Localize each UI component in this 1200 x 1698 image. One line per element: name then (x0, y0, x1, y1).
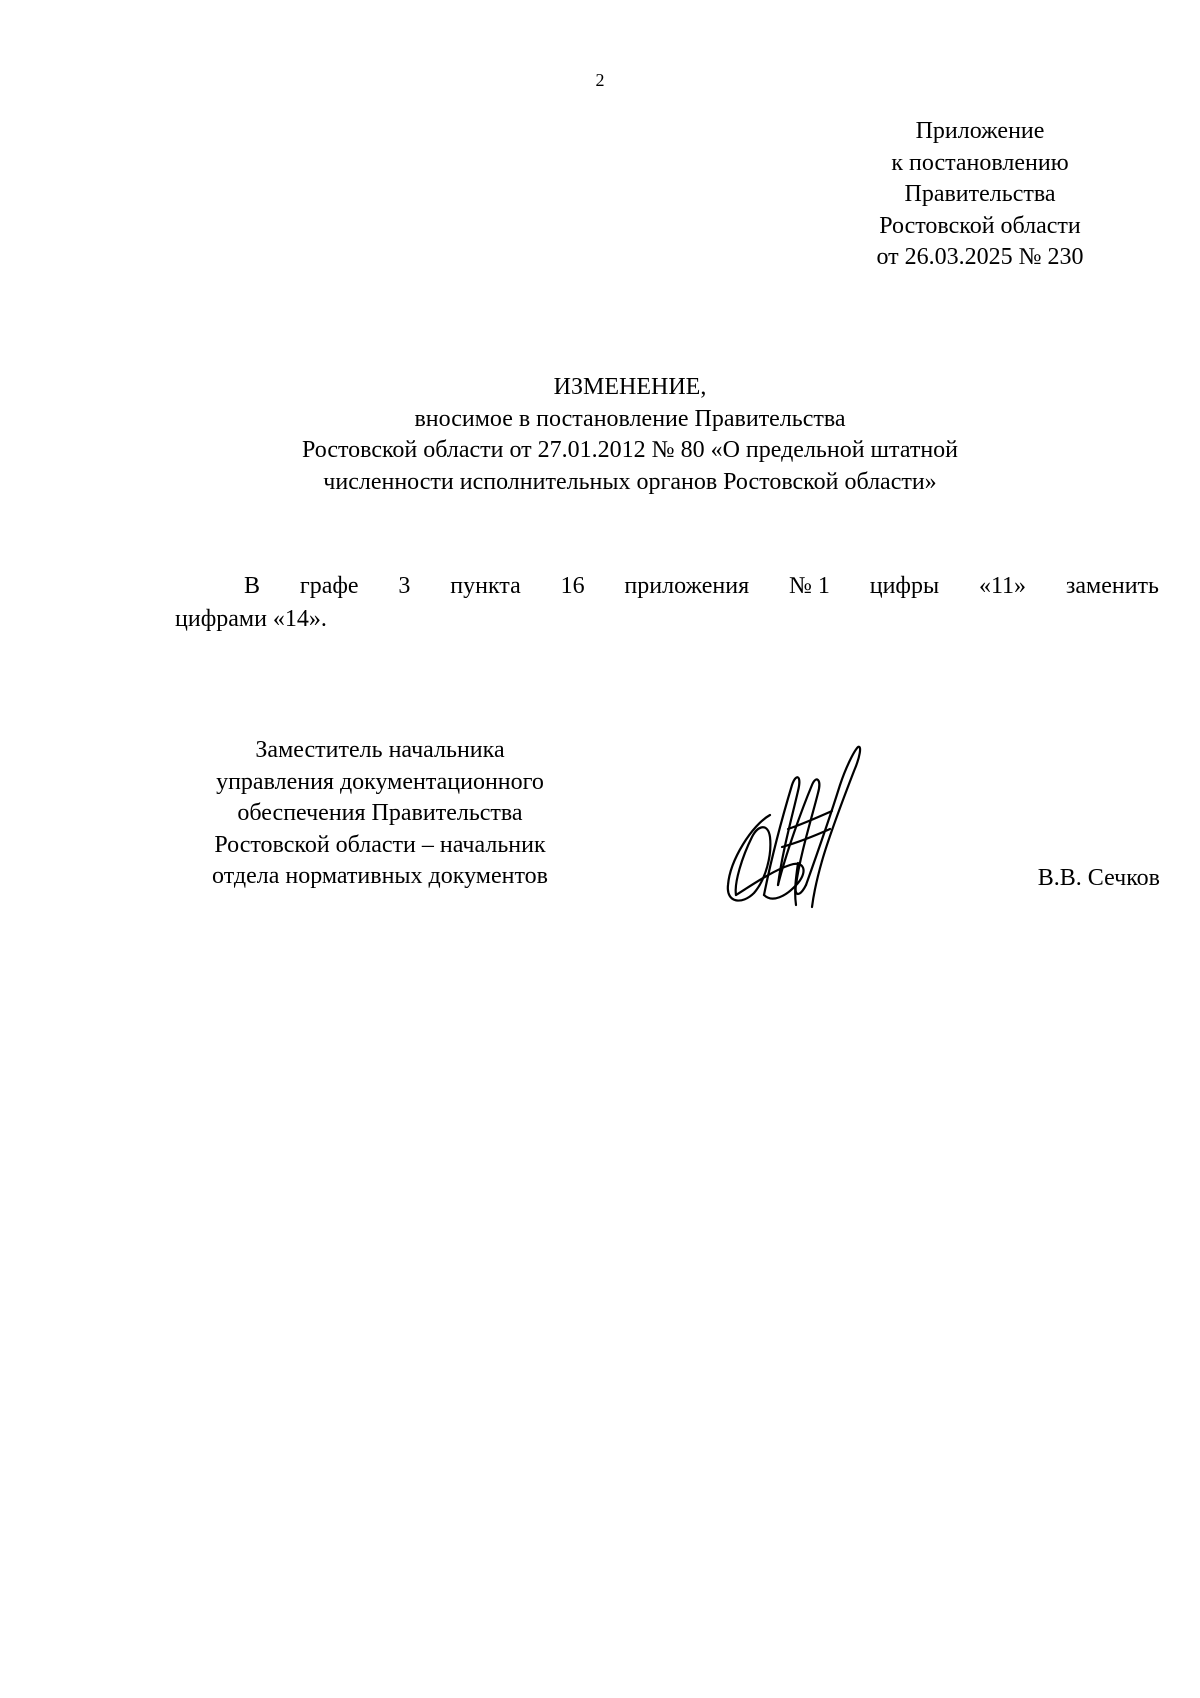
body-line-1 (175, 570, 1159, 603)
signer-name: В.В. Сечков (1037, 865, 1160, 891)
appendix-header (800, 116, 1160, 274)
body-word: пункта (450, 573, 521, 599)
body-word: «11» (978, 573, 1027, 599)
signatory-line: отдела нормативных документов (212, 863, 548, 889)
body-line-2: цифрами «14». (175, 606, 327, 632)
appendix-line: Правительства (904, 181, 1056, 207)
body-word: цифры (869, 573, 940, 599)
body-paragraph (175, 570, 1159, 636)
handwritten-signature-icon (712, 745, 872, 910)
title-line: численности исполнительных органов Ростовской области» (323, 468, 937, 495)
body-word: приложения (624, 573, 750, 599)
body-word: графе (299, 573, 359, 599)
appendix-line: от 26.03.2025 № 230 (876, 244, 1084, 270)
signatory-title (160, 735, 600, 893)
page-number: 2 (595, 70, 605, 90)
body-word: 3 (398, 573, 411, 599)
title-line: ИЗМЕНЕНИЕ, (553, 374, 707, 400)
signature-stroke (806, 747, 860, 885)
signatory-line: управления документационного (216, 768, 544, 795)
body-word: 16 (560, 573, 585, 599)
signatory-line: Ростовской области – начальник (214, 831, 546, 858)
appendix-line: к постановлению (891, 149, 1069, 176)
signatory-line: обеспечения Правительства (237, 800, 523, 826)
appendix-line: Приложение (915, 118, 1045, 144)
title-line: Ростовской области от 27.01.2012 № 80 «О предельной штатной (301, 437, 959, 463)
title-line: вносимое в постановление Правительства (414, 405, 846, 432)
signatory-line: Заместитель начальника (255, 737, 505, 763)
signature-stroke (812, 861, 822, 907)
appendix-line: Ростовской области (879, 212, 1081, 239)
body-word: № 1 (788, 573, 830, 599)
document-title (180, 372, 1080, 498)
body-word: В (244, 573, 261, 599)
body-word: заменить (1065, 573, 1159, 599)
